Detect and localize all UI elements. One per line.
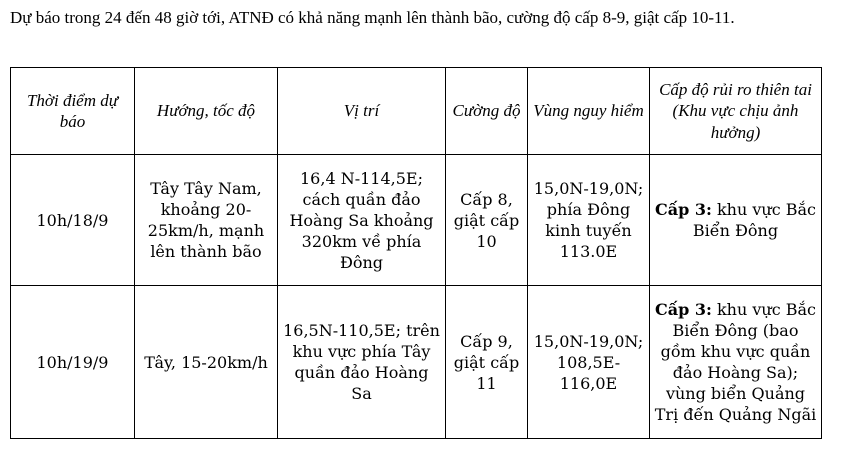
cell-position: 16,4 N-114,5E; cách quần đảo Hoàng Sa khoảng 320km về phía Đông xyxy=(278,155,446,286)
cell-intensity: Cấp 8, giật cấp 10 xyxy=(446,155,528,286)
cell-danger-zone: 15,0N-19,0N; phía Đông kinh tuyến 113.0E xyxy=(528,155,650,286)
cell-risk xyxy=(650,155,822,286)
table-row xyxy=(11,286,822,439)
cell-direction: Tây, 15-20km/h xyxy=(135,286,278,439)
cell-time: 10h/18/9 xyxy=(11,155,135,286)
cell-danger-zone: 15,0N-19,0N; 108,5E-116,0E xyxy=(528,286,650,439)
header-time: Thời điểm dự báo xyxy=(11,68,135,155)
intro-paragraph: Dự báo trong 24 đến 48 giờ tới, ATNĐ có khả năng mạnh lên thành bão, cường độ cấp 8-9, giật cấp 10-11. xyxy=(10,8,735,27)
header-position: Vị trí xyxy=(278,68,446,155)
table-row xyxy=(11,155,822,286)
cell-direction: Tây Tây Nam, khoảng 20-25km/h, mạnh lên thành bão xyxy=(135,155,278,286)
risk-level-label: Cấp 3: xyxy=(654,300,712,319)
cell-position: 16,5N-110,5E; trên khu vực phía Tây quần đảo Hoàng Sa xyxy=(278,286,446,439)
header-direction: Hướng, tốc độ xyxy=(135,68,278,155)
header-intensity: Cường độ xyxy=(446,68,528,155)
cell-time: 10h/19/9 xyxy=(11,286,135,439)
table-header-row xyxy=(11,68,822,155)
risk-area-text: khu vực Bắc Biển Đông xyxy=(692,200,817,240)
risk-area-text: khu vực Bắc Biển Đông (bao gồm khu vực quần đảo Hoàng Sa); vùng biển Quảng Trị đến Quảng Ngãi xyxy=(654,300,817,424)
cell-intensity: Cấp 9, giật cấp 11 xyxy=(446,286,528,439)
risk-level-label: Cấp 3: xyxy=(654,200,712,219)
cell-risk xyxy=(650,286,822,439)
forecast-table xyxy=(10,67,822,439)
header-risk-level: Cấp độ rủi ro thiên tai (Khu vực chịu ảnh hưởng) xyxy=(650,68,822,155)
header-danger-zone: Vùng nguy hiểm xyxy=(528,68,650,155)
